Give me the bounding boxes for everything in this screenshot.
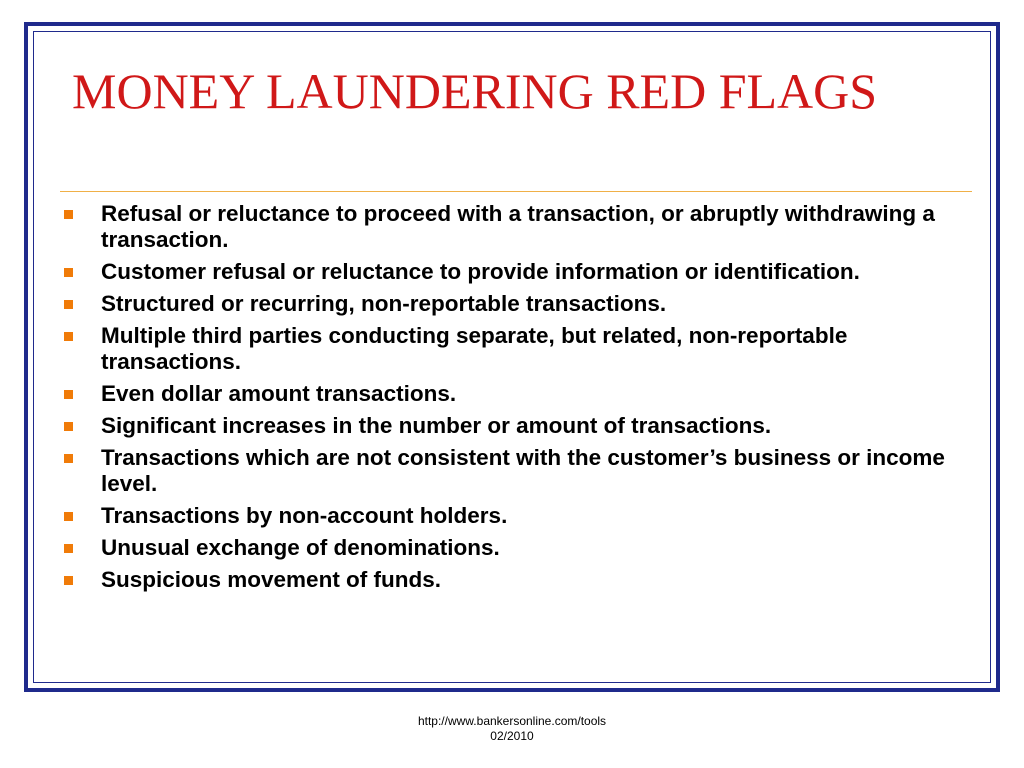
bullet-text: Suspicious movement of funds.	[101, 567, 442, 592]
bullet-text: Unusual exchange of denominations.	[101, 535, 500, 560]
bullet-list	[64, 201, 954, 599]
bullet-item	[64, 201, 954, 253]
footer	[380, 714, 644, 744]
bullet-text: Transactions by non-account holders.	[101, 503, 508, 528]
square-bullet-icon	[64, 268, 73, 277]
bullet-text: Customer refusal or reluctance to provide information or identification.	[101, 259, 860, 284]
bullet-item	[64, 291, 954, 317]
slide-title: MONEY LAUNDERING RED FLAGS	[72, 63, 878, 119]
bullet-item	[64, 323, 954, 375]
square-bullet-icon	[64, 390, 73, 399]
square-bullet-icon	[64, 422, 73, 431]
bullet-text: Even dollar amount transactions.	[101, 381, 457, 406]
square-bullet-icon	[64, 576, 73, 585]
footer-date: 02/2010	[490, 729, 534, 743]
bullet-item	[64, 567, 954, 593]
square-bullet-icon	[64, 454, 73, 463]
square-bullet-icon	[64, 332, 73, 341]
bullet-text: Structured or recurring, non-reportable transactions.	[101, 291, 667, 316]
square-bullet-icon	[64, 210, 73, 219]
square-bullet-icon	[64, 544, 73, 553]
square-bullet-icon	[64, 512, 73, 521]
bullet-item	[64, 413, 954, 439]
bullet-item	[64, 445, 954, 497]
bullet-text: Significant increases in the number or amount of transactions.	[101, 413, 772, 438]
footer-source: http://www.bankersonline.com/tools	[417, 714, 607, 728]
title-divider	[60, 191, 972, 192]
bullet-text: Refusal or reluctance to proceed with a transaction, or abruptly withdrawing a transaction.	[101, 201, 935, 252]
square-bullet-icon	[64, 300, 73, 309]
bullet-item	[64, 381, 954, 407]
bullet-item	[64, 535, 954, 561]
bullet-text: Transactions which are not consistent with the customer’s business or income level.	[101, 445, 945, 496]
bullet-item	[64, 503, 954, 529]
bullet-item	[64, 259, 954, 285]
bullet-text: Multiple third parties conducting separate, but related, non-reportable transactions.	[101, 323, 848, 374]
